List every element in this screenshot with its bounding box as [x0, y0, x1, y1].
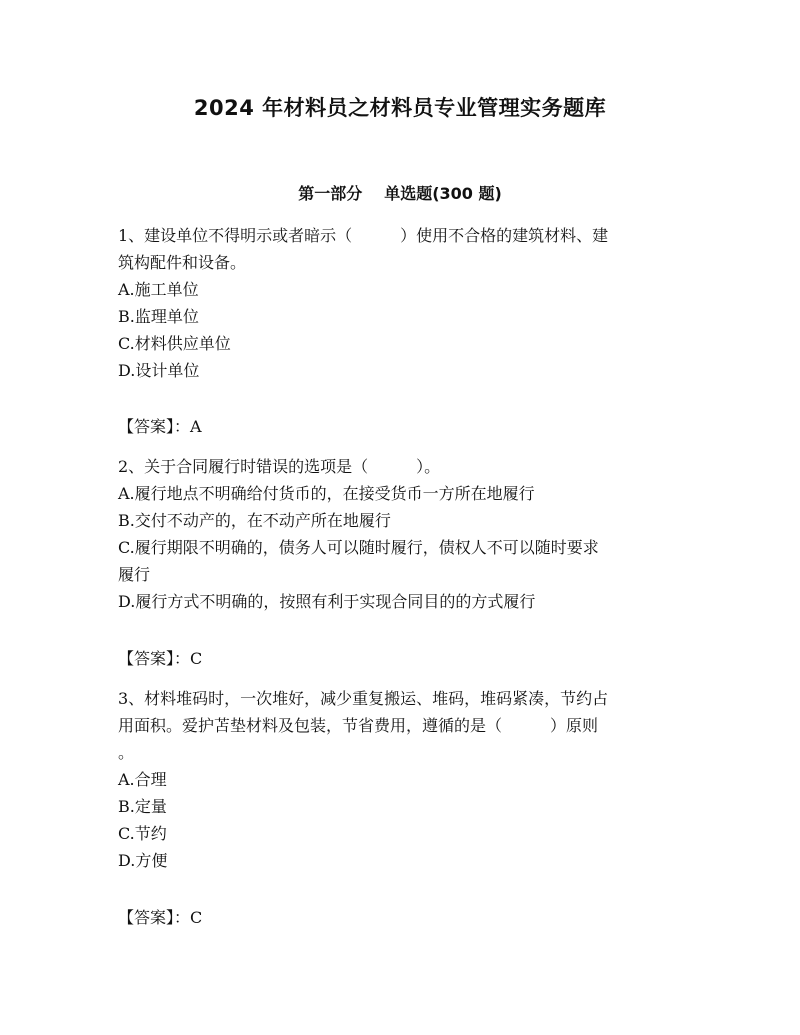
option-c: C.履行期限不明确的，债务人可以随时履行，债权人不可以随时要求 — [118, 538, 599, 557]
question-3 — [118, 685, 683, 874]
question-2 — [118, 453, 683, 615]
section-part: 第一部分 — [298, 184, 363, 203]
option-b: B.监理单位 — [118, 307, 199, 326]
option-b: B.交付不动产的，在不动产所在地履行 — [118, 511, 391, 530]
question-stem-line: 用面积。爱护苫垫材料及包装，节省费用，遵循的是（ ）原则 — [118, 716, 599, 735]
answer-value: C — [190, 908, 203, 927]
question-stem-line: 筑构配件和设备。 — [118, 253, 247, 272]
answer-label: 【答案】： — [118, 649, 191, 668]
section-heading — [0, 180, 800, 208]
question-stem-line: 1、建设单位不得明示或者暗示（ ）使用不合格的建筑材料、建 — [118, 226, 609, 245]
option-d: D.方便 — [118, 851, 168, 870]
question-1 — [118, 222, 683, 384]
option-d: D.履行方式不明确的，按照有利于实现合同目的的方式履行 — [118, 592, 536, 611]
section-name: 单选题(300 题) — [384, 184, 502, 203]
answer-2 — [118, 645, 202, 672]
document-title: 2024 年材料员之材料员专业管理实务题库 — [193, 96, 607, 120]
question-stem-line: 3、材料堆码时，一次堆好，减少重复搬运、堆码，堆码紧凑，节约占 — [118, 689, 609, 708]
option-a: A.施工单位 — [118, 280, 199, 299]
option-c: C.材料供应单位 — [118, 334, 231, 353]
option-c: C.节约 — [118, 824, 167, 843]
option-b: B.定量 — [118, 797, 167, 816]
answer-value: C — [190, 649, 203, 668]
answer-label: 【答案】： — [118, 417, 191, 436]
answer-1 — [118, 413, 202, 440]
answer-label: 【答案】： — [118, 908, 191, 927]
option-c-continued: 履行 — [118, 565, 151, 584]
question-stem-line: 。 — [118, 743, 135, 762]
option-a: A.合理 — [118, 770, 167, 789]
option-a: A.履行地点不明确给付货币的，在接受货币一方所在地履行 — [118, 484, 535, 503]
answer-value: A — [190, 417, 202, 436]
question-stem-line: 2、关于合同履行时错误的选项是（ ）。 — [118, 457, 441, 476]
answer-3 — [118, 904, 202, 931]
option-d: D.设计单位 — [118, 361, 200, 380]
